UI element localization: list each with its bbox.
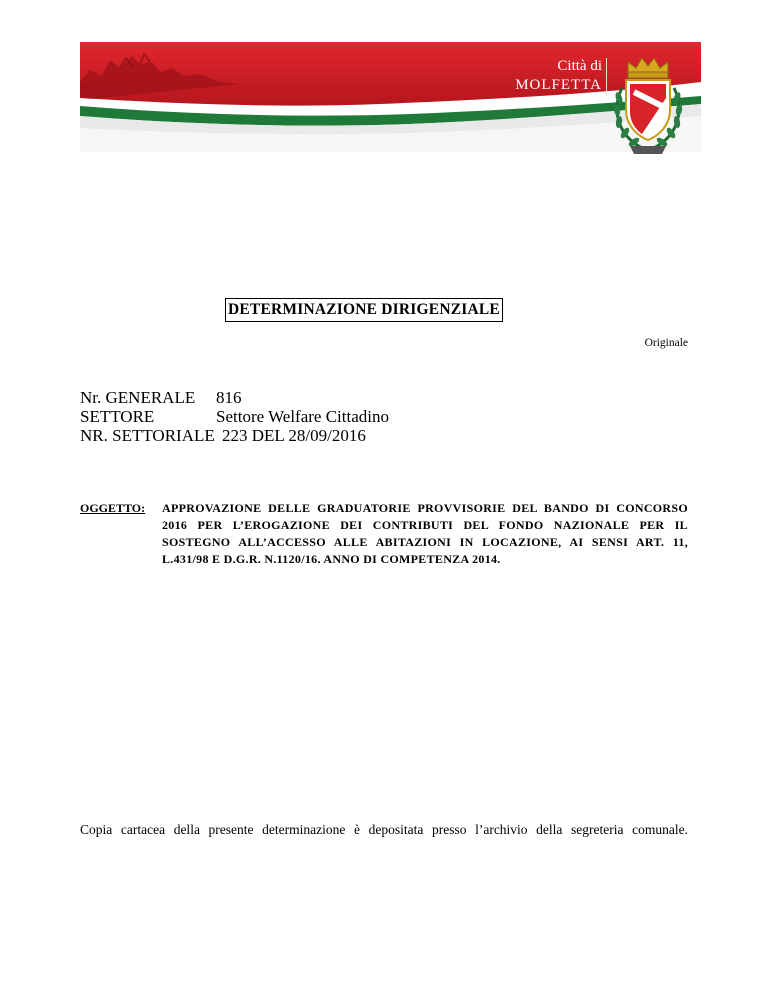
meta-label: NR. SETTORIALE: [80, 426, 215, 445]
document-title: DETERMINAZIONE DIRIGENZIALE: [225, 298, 503, 322]
meta-label: SETTORE: [80, 407, 155, 426]
letterhead-banner: [80, 42, 701, 152]
city-name: MOLFETTA: [515, 77, 602, 93]
meta-value: 223 DEL 28/09/2016: [222, 426, 366, 445]
meta-value: 816: [216, 388, 242, 407]
footer-note: Copia cartacea della presente determinazione è depositata presso l’archivio della segreteria comunale.: [80, 822, 688, 837]
letterhead-divider: [606, 58, 607, 96]
subject-label: OGGETTO:: [80, 501, 146, 515]
document-subject: [80, 500, 688, 568]
subject-text: APPROVAZIONE DELLE GRADUATORIE PROVVISORIE DEL BANDO DI CONCORSO 2016 PER L’EROGAZIONE DEI CONTRIBUTI DEL FONDO NAZIONALE PER IL SOSTEGNO ALL’ACCESSO ALLE ABITAZIONI IN LOCAZIONE, AI SENSI ART. 11, L.431/98 E D.G.R. N.1120/16. ANNO DI COMPETENZA 2014.: [162, 501, 688, 566]
meta-label: Nr. GENERALE: [80, 388, 196, 407]
meta-value: Settore Welfare Cittadino: [216, 407, 389, 426]
city-prefix: Città di: [557, 58, 602, 74]
document-status: Originale: [644, 337, 688, 349]
city-crest-icon: [612, 48, 684, 158]
